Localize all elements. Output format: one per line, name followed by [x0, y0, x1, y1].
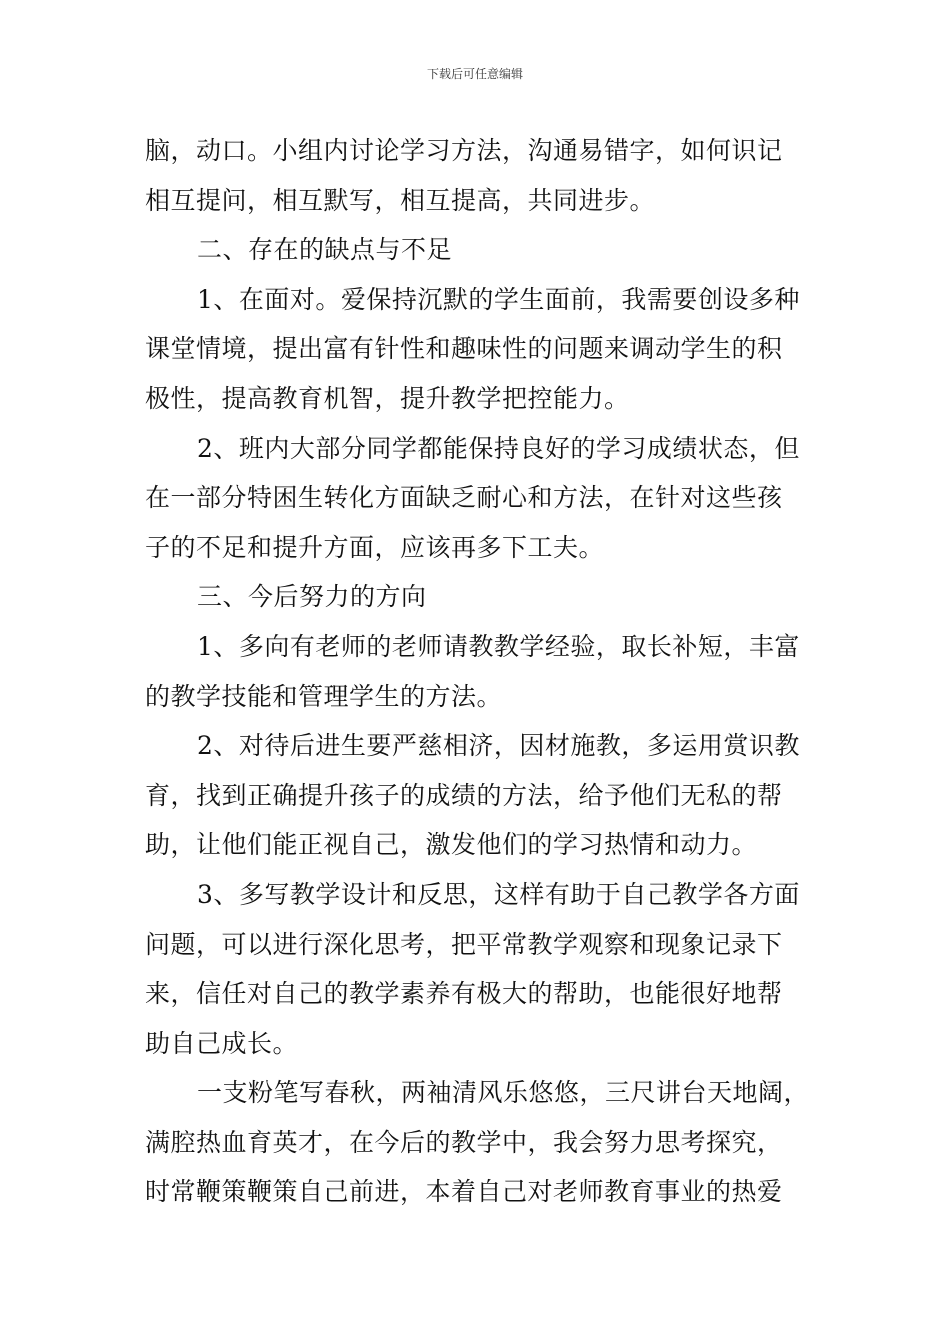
- text-line: 极性，提高教育机智，提升教学把控能力。: [145, 383, 630, 413]
- text-line: 2、班内大部分同学都能保持良好的学习成绩状态，但: [197, 433, 800, 463]
- section-heading: 三、今后努力的方向: [197, 582, 427, 612]
- text-line: 课堂情境，提出富有针性和趣味性的问题来调动学生的积: [145, 334, 783, 364]
- text-line: 的教学技能和管理学生的方法。: [145, 681, 503, 711]
- text-line: 时常鞭策鞭策自己前进，本着自己对老师教育事业的热爱: [145, 1177, 783, 1207]
- text-line: 满腔热血育英才，在今后的教学中，我会努力思考探究，: [145, 1127, 783, 1157]
- section-heading: 二、存在的缺点与不足: [197, 235, 453, 265]
- text-line: 育，找到正确提升孩子的成绩的方法，给予他们无私的帮: [145, 780, 783, 810]
- text-line: 子的不足和提升方面，应该再多下工夫。: [145, 532, 605, 562]
- text-line: 一支粉笔写春秋，两袖清风乐悠悠，三尺讲台天地阔，: [197, 1078, 810, 1108]
- text-line: 来，信任对自己的教学素养有极大的帮助，也能很好地帮: [145, 979, 783, 1009]
- text-line: 1、在面对。爱保持沉默的学生面前，我需要创设多种: [197, 284, 800, 314]
- text-line: 2、对待后进生要严慈相济，因材施教，多运用赏识教: [197, 731, 800, 761]
- text-line: 相互提问，相互默写，相互提高，共同进步。: [145, 185, 656, 215]
- document-body: [145, 126, 815, 1217]
- text-line: 3、多写教学设计和反思，这样有助于自己教学各方面: [197, 879, 800, 909]
- text-line: 助，让他们能正视自己，激发他们的学习热情和动力。: [145, 830, 758, 860]
- text-line: 助自己成长。: [145, 1028, 299, 1058]
- page-header: 下载后可任意编辑: [426, 67, 523, 81]
- text-line: 在一部分特困生转化方面缺乏耐心和方法，在针对这些孩: [145, 483, 783, 513]
- text-line: 1、多向有老师的老师请教教学经验，取长补短，丰富: [197, 631, 800, 661]
- text-line: 脑，动口。小组内讨论学习方法，沟通易错字，如何识记: [145, 136, 783, 165]
- text-line: 问题，可以进行深化思考，把平常教学观察和现象记录下: [145, 929, 783, 959]
